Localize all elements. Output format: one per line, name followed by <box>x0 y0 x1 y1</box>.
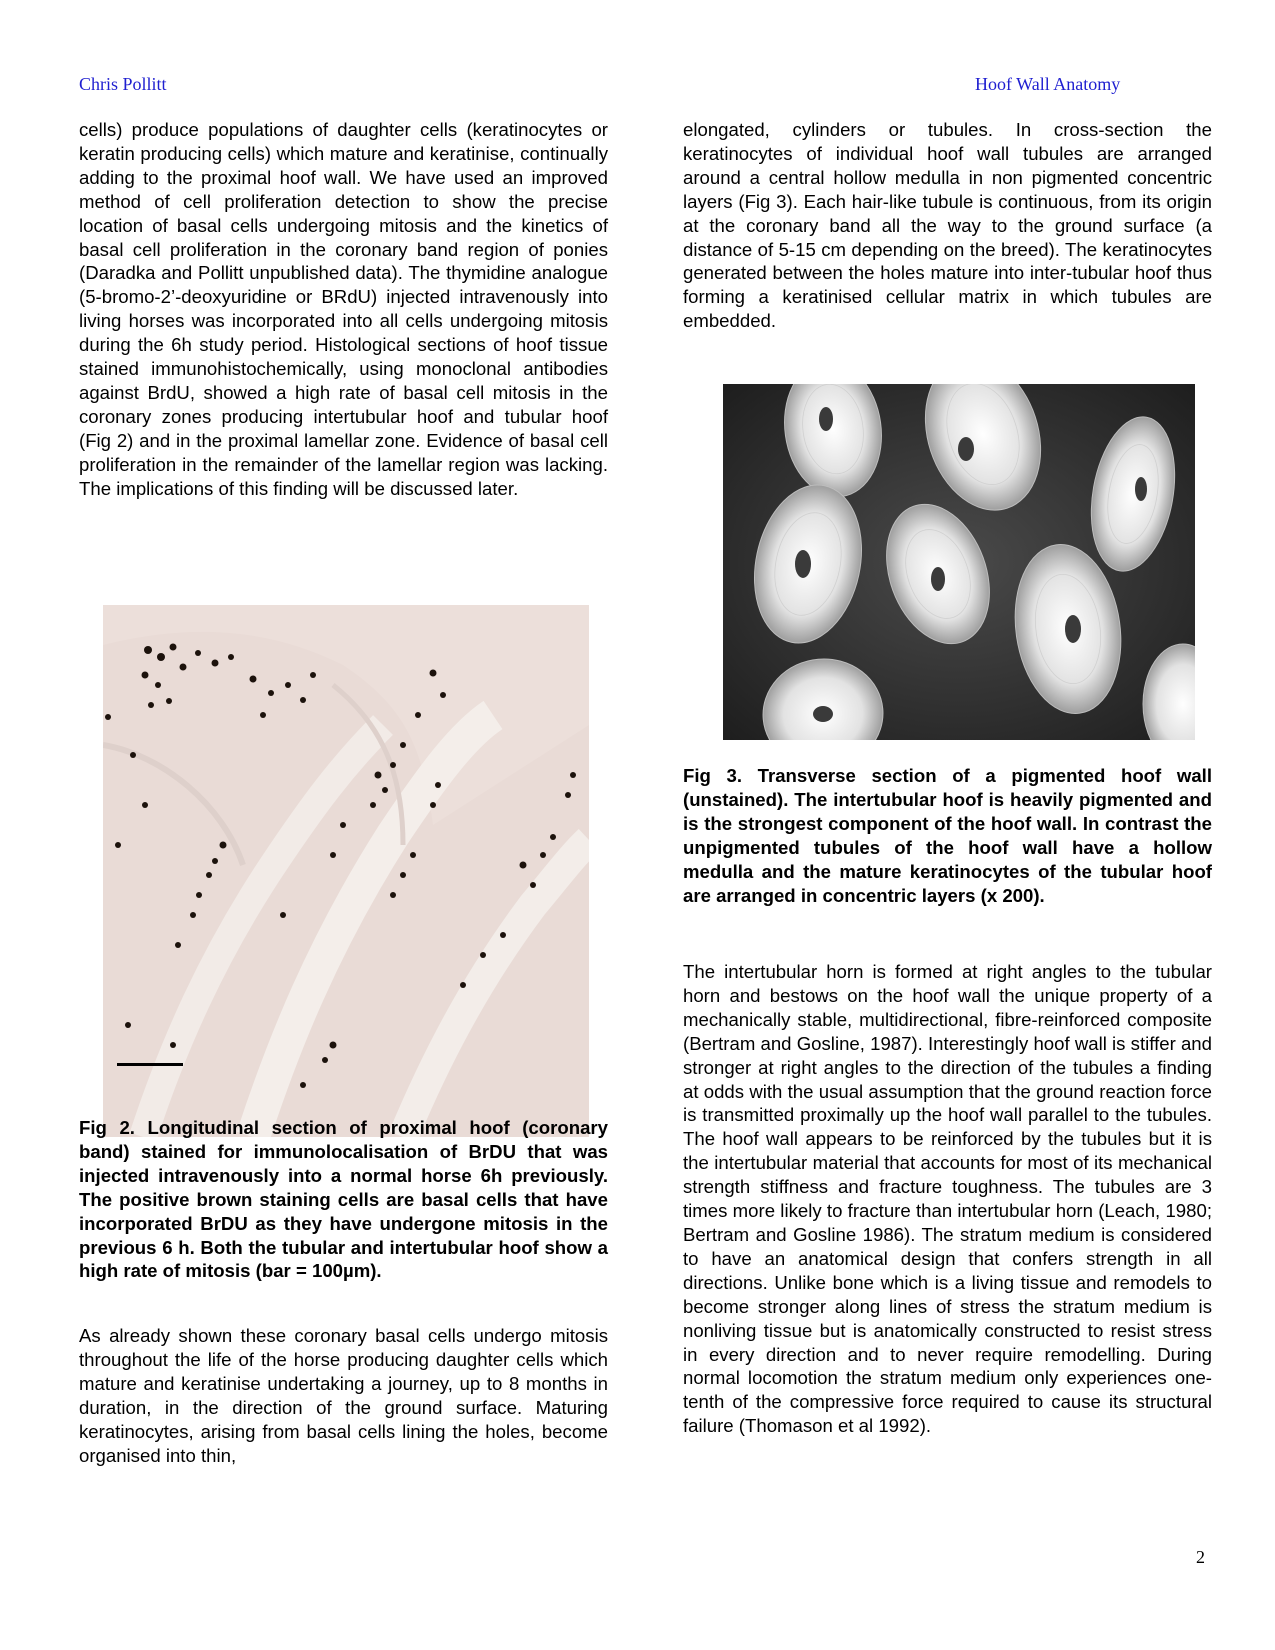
body-paragraph: As already shown these coronary basal cells undergo mitosis throughout the life of the horse producing daughter cells which mature and keratinise undertaking a journey, up to 8 months in duration, in the direction of the ground surface. Maturing keratinocytes, arising from basal cells lining the holes, become organised into thin, <box>79 1325 608 1466</box>
figure-2-caption: Fig 2. Longitudinal section of proximal hoof (coronary band) stained for immunolocalisation of BrDU that was injected intravenously into a normal horse 6h previously. The positive brown staining cells are basal cells that have incorporated BrDU as they have undergone mitosis in the previous 6 h. Both the tubular and intertubular hoof show a high rate of mitosis (bar = 100µm). <box>79 1117 608 1282</box>
body-paragraph: cells) produce populations of daughter cells (keratinocytes or keratin producing cells) which mature and keratinise, continually adding to the proximal hoof wall. We have used an improved method of cell proliferation detection to show the precise location of basal cells undergoing mitosis and the kinetics of basal cell proliferation in the coronary band region of ponies (Daradka and Pollitt unpublished data). The thymidine analogue (5-bromo-2’-deoxyuridine or BRdU) injected intravenously into living horses was incorporated into all cells undergoing mitosis during the 6h study period. Histological sections of hoof tissue stained immunohistochemically, using monoclonal antibodies against BrdU, showed a high rate of basal cell mitosis in the coronary zones producing intertubular hoof and tubular hoof (Fig 2) and in the proximal lamellar zone. Evidence of basal cell proliferation in the remainder of the lamellar region was lacking. The implications of this finding will be discussed later. <box>79 119 608 499</box>
micrograph-illustration <box>723 384 1195 740</box>
figure-3-caption: Fig 3. Transverse section of a pigmented hoof wall (unstained). The intertubular hoof is heavily pigmented and is the strongest component of the hoof wall. In contrast the unpigmented tubules of the hoof wall have a hollow medulla and the mature keratinocytes of the tubular hoof are arranged in concentric layers (x 200). <box>683 765 1212 906</box>
body-paragraph: The intertubular horn is formed at right angles to the tubular horn and bestows on the hoof wall the unique property of a mechanically stable, multidirectional, fibre-reinforced composite (Bertram and Gosline, 1987). Interestingly hoof wall is stiffer and stronger at right angles to the direction of the tubules a finding at odds with the usual assumption that the ground reaction force is transmitted proximally up the hoof wall parallel to the tubules. The hoof wall appears to be reinforced by the tubules but it is the intertubular material that accounts for most of its mechanical strength stiffness and fracture toughness. The tubules are 3 times more likely to fracture than intertubular horn (Leach, 1980; Bertram and Gosline 1986). The stratum medium is considered to have an anatomical design that confers strength in all directions. Unlike bone which is a living tissue and remodels to become stronger along lines of stress the stratum medium is nonliving tissue but is anatomically constructed to resist stress in every direction and to never require remodelling. During normal locomotion the stratum medium only experiences one-tenth of the compressive force required to cause its structural failure (Thomason et al 1992). <box>683 961 1212 1437</box>
figure-3-micrograph <box>723 384 1195 740</box>
header-author: Chris Pollitt <box>79 74 167 94</box>
header-title: Hoof Wall Anatomy <box>975 74 1121 94</box>
page-number: 2 <box>1196 1547 1205 1567</box>
figure-2-micrograph <box>103 605 589 1137</box>
body-paragraph: elongated, cylinders or tubules. In cross-section the keratinocytes of individual hoof wall tubules are arranged around a central hollow medulla in non pigmented concentric layers (Fig 3). Each hair-like tubule is continuous, from its origin at the coronary band all the way to the ground surface (a distance of 5-15 cm depending on the breed). The keratinocytes generated between the holes mature into inter-tubular hoof thus forming a keratinised cellular matrix in which tubules are embedded. <box>683 119 1212 332</box>
micrograph-illustration <box>103 605 589 1137</box>
